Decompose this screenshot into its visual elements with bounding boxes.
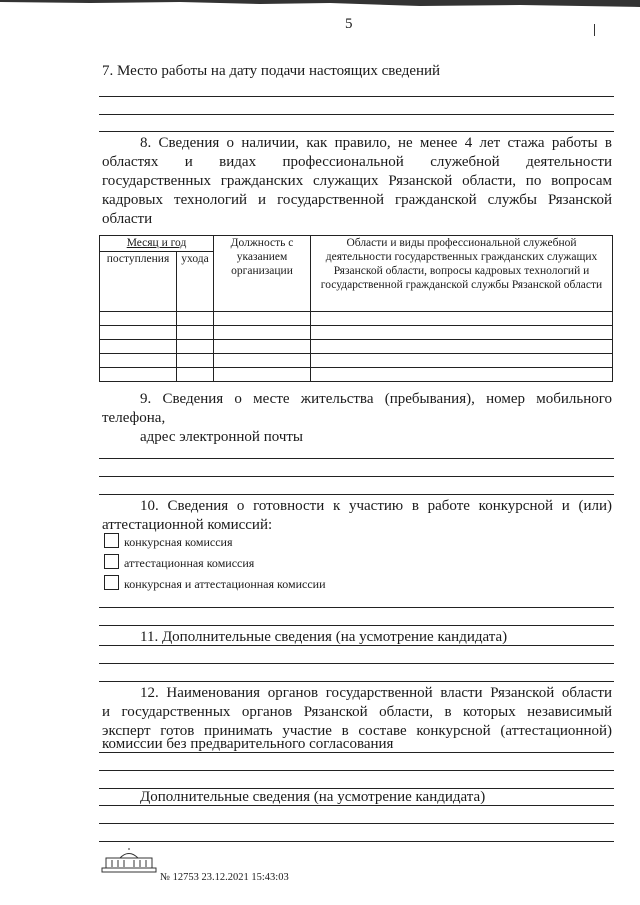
- checkbox-label: конкурсная и аттестационная комиссии: [124, 577, 326, 591]
- item12-line: 12. Наименования органов государственной власти Рязанской области: [140, 685, 612, 701]
- fill-line: [99, 458, 614, 459]
- item9-line: телефона,: [102, 410, 166, 426]
- fill-line: [99, 625, 614, 626]
- item12-line: эксперт готов принимать участие в составе конкурсной (аттестационной): [102, 723, 612, 739]
- fill-line: [99, 114, 614, 115]
- checkbox-label: аттестационная комиссия: [124, 556, 255, 570]
- page-number: 5: [345, 16, 353, 32]
- col-month-year: Месяц и год: [100, 236, 214, 252]
- item10-line: 10. Сведения о готовности к участию в работе конкурсной и (или): [140, 498, 612, 514]
- fill-line: [99, 645, 614, 646]
- item11-label: 11. Дополнительные сведения (на усмотрение кандидата): [140, 629, 508, 645]
- fill-line: [99, 770, 614, 771]
- fill-line: [99, 494, 614, 495]
- item8-last-line: области: [102, 211, 153, 227]
- fill-line: [99, 681, 614, 682]
- building-logo-icon: [100, 848, 158, 874]
- extra-label: Дополнительные сведения (на усмотрение кандидата): [140, 789, 486, 805]
- fill-line: [99, 131, 614, 132]
- fill-line: [99, 663, 614, 664]
- checkbox-competition-commission[interactable]: [104, 533, 119, 548]
- table-row: [100, 340, 613, 354]
- col-start: поступления: [100, 252, 177, 312]
- col-areas: Области и виды профессиональной служебной деятельности государственных гражданских служащих Рязанской области, вопросы кадровых технологий и государственной гражданской службы Рязанской области: [311, 236, 613, 312]
- fill-line: [99, 823, 614, 824]
- fill-line: [99, 96, 614, 97]
- fill-line: [99, 752, 614, 753]
- checkbox-label: конкурсная комиссия: [124, 535, 233, 549]
- table-row: [100, 312, 613, 326]
- experience-table: [99, 235, 613, 382]
- item9-line: адрес электронной почты: [140, 429, 304, 445]
- item9-line: 9. Сведения о месте жительства (пребывания), номер мобильного: [140, 391, 612, 407]
- table-row: [100, 326, 613, 340]
- item8-line: областях и видах профессиональной служебной деятельности: [102, 154, 612, 170]
- item8-line: государственных гражданских служащих Рязанской области, по вопросам: [102, 173, 612, 189]
- scan-mark: [594, 24, 595, 36]
- table-row: [100, 368, 613, 382]
- item12-line: и государственных органов Рязанской области, в которых независимый: [102, 704, 612, 720]
- col-end: ухода: [177, 252, 214, 312]
- registration-stamp: № 12753 23.12.2021 15:43:03: [160, 872, 289, 883]
- item7-label: 7. Место работы на дату подачи настоящих сведений: [102, 63, 441, 79]
- fill-line: [99, 607, 614, 608]
- checkbox-both-commissions[interactable]: [104, 575, 119, 590]
- fill-line: [99, 476, 614, 477]
- item8-line: кадровых технологий и государственной гражданской службы Рязанской: [102, 192, 612, 208]
- item12-last-line: комиссии без предварительного согласования: [102, 736, 394, 752]
- fill-line: [99, 841, 614, 842]
- checkbox-attestation-commission[interactable]: [104, 554, 119, 569]
- scan-top-edge: [0, 0, 640, 10]
- item10-line: аттестационной комиссий:: [102, 517, 273, 533]
- table-row: [100, 354, 613, 368]
- item8-line: 8. Сведения о наличии, как правило, не менее 4 лет стажа работы в: [140, 135, 612, 151]
- col-position: Должность с указанием организации: [214, 236, 311, 312]
- fill-line: [99, 805, 614, 806]
